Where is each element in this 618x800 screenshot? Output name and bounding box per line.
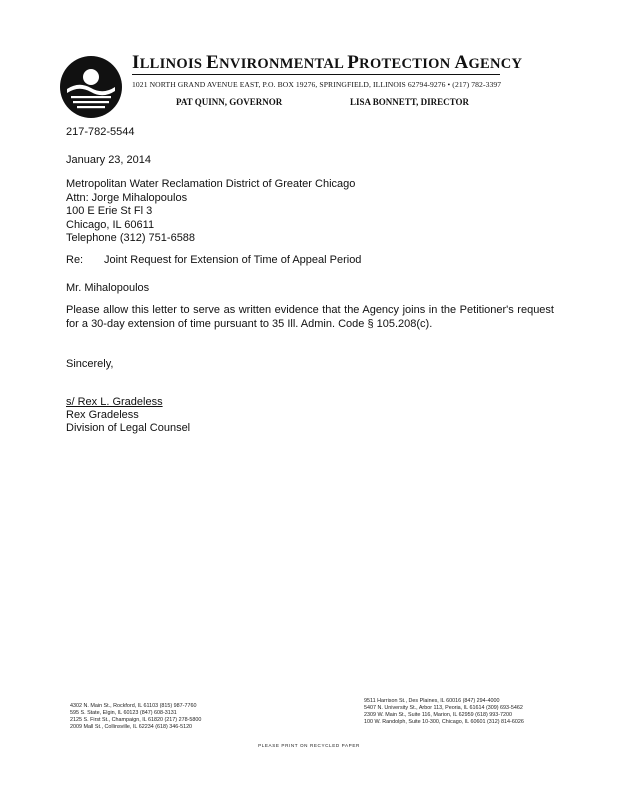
footer-offices-right [364,698,524,726]
re-subject: Joint Request for Extension of Time of Appeal Period [104,254,362,266]
recipient-line: Attn: Jorge Mihalopoulos [66,191,188,204]
recipient-line: 100 E Erie St Fl 3 [66,205,153,217]
recycled-paper-note: PLEASE PRINT ON RECYCLED PAPER [258,743,360,748]
footer-offices-left [70,703,201,731]
illinois-epa-logo-icon [59,55,123,119]
recipient-line: Chicago, IL 60611 [66,218,155,231]
footer-office: 100 W. Randolph, Suite 10-300, Chicago, IL 60601 (312) 814-6026 [364,719,524,725]
governor-name: PAT QUINN, GOVERNOR [176,97,283,107]
footer-office: 4302 N. Main St., Rockford, IL 61103 (815) 987-7760 [70,703,197,709]
body-paragraph: Please allow this letter to serve as written evidence that the Agency joins in the Petitioner's request for a 30-day extension of time pursuant to 35 Ill. Admin. Code § 105.208(c). [66,304,554,330]
recipient-block [66,178,355,246]
letterhead-rule [132,74,500,75]
salutation: Mr. Mihalopoulos [66,282,150,294]
recipient-line: Telephone (312) 751-6588 [66,232,196,244]
agency-address: 1021 NORTH GRAND AVENUE EAST, P.O. BOX 19276, SPRINGFIELD, ILLINOIS 62794-9276 • (217) 782-3397 [132,80,502,89]
footer-office: 2309 W. Main St., Suite 116, Marion, IL 62959 (618) 993-7200 [364,712,513,718]
footer-office: 5407 N. University St., Arbor 113, Peoria, IL 61614 (309) 693-5462 [364,705,523,711]
footer-office: 2125 S. First St., Champaign, IL 61820 (217) 278-5800 [70,717,202,723]
recipient-line: Metropolitan Water Reclamation District of Greater Chicago [66,178,356,190]
agency-name: ILLINOIS ENVIRONMENTAL PROTECTION AGENCY [132,52,523,73]
signature: s/ Rex L. Gradeless [66,396,163,408]
letter-date: January 23, 2014 [66,154,152,166]
signer-division: Division of Legal Counsel [66,422,191,434]
footer-office: 2009 Mall St., Collinsville, IL 62234 (618) 346-5120 [70,724,193,730]
footer-office: 595 S. State, Elgin, IL 60123 (847) 608-3131 [70,710,177,716]
director-name: LISA BONNETT, DIRECTOR [350,97,469,107]
re-label: Re: [66,254,84,266]
sender-phone: 217-782-5544 [66,126,135,138]
signer-name: Rex Gradeless [66,409,139,421]
closing: Sincerely, [66,358,114,370]
footer-office: 9511 Harrison St., Des Plaines, IL 60016 (847) 294-4000 [364,698,500,704]
